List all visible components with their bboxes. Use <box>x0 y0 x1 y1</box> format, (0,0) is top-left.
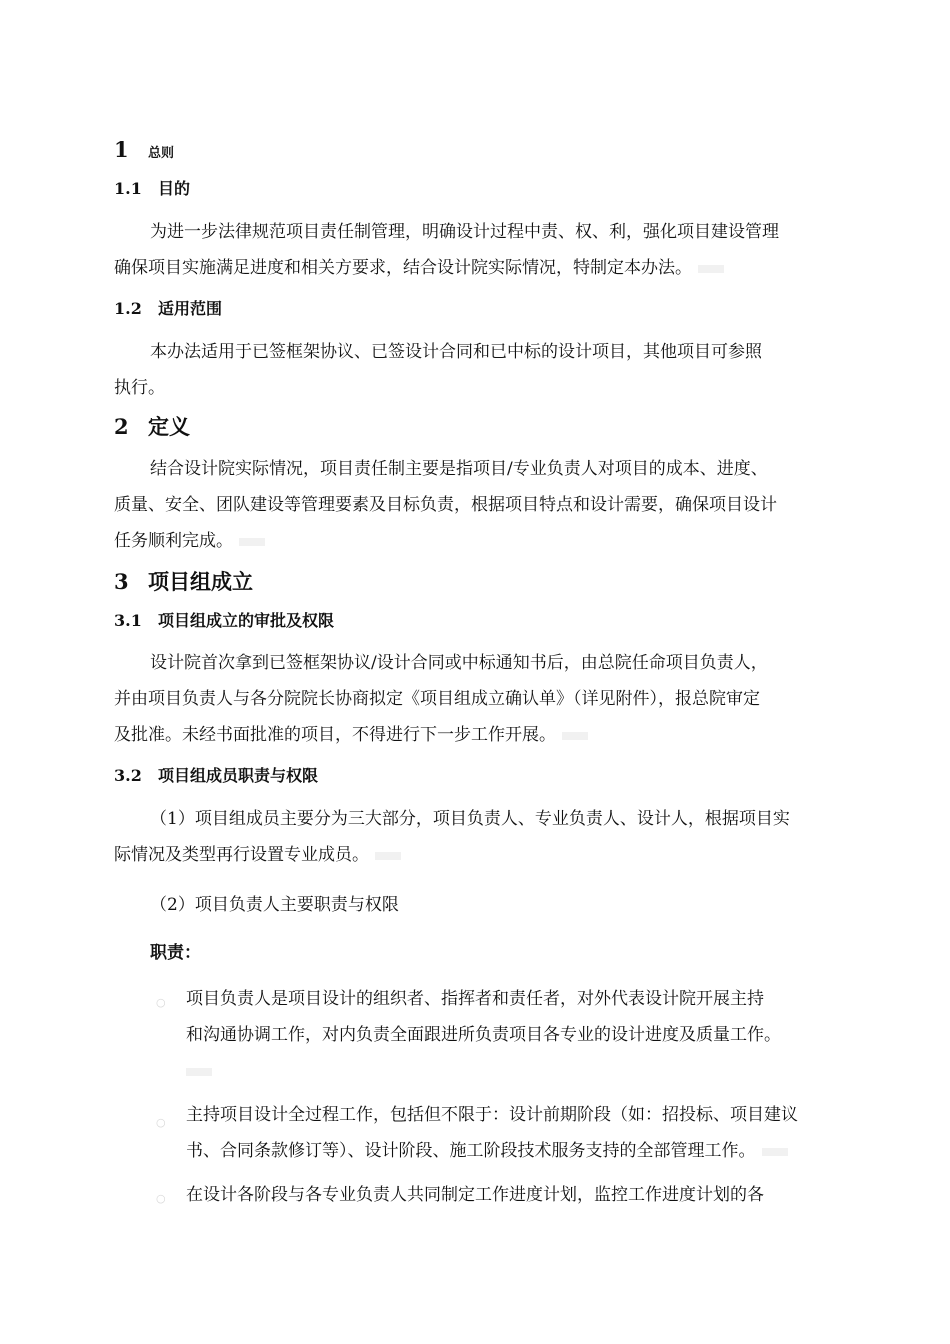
heading-number: 3.2 <box>114 766 142 785</box>
text-line: 本办法适用于已签框架协议、已签设计合同和已中标的设计项目，其他项目可参照 <box>150 342 762 362</box>
text-line: 项目负责人是项目设计的组织者、指挥者和责任者，对外代表设计院开展主持 <box>186 989 764 1009</box>
heading-1-2 <box>114 296 222 319</box>
heading-title: 项目组成立的审批及权限 <box>158 611 335 630</box>
text-line: 执行。 <box>114 378 165 398</box>
text-line: 结合设计院实际情况，项目责任制主要是指项目/专业负责人对项目的成本、进度、 <box>150 459 768 479</box>
text-line: 在设计各阶段与各专业负责人共同制定工作进度计划，监控工作进度计划的各 <box>186 1185 764 1205</box>
heading-2 <box>114 411 190 441</box>
paragraph-scope <box>114 334 840 406</box>
text-line <box>186 1053 856 1089</box>
list-item <box>186 1177 856 1213</box>
heading-title: 总则 <box>148 146 175 161</box>
bullet-icon: ○ <box>156 996 166 1009</box>
heading-number: 3 <box>114 569 129 594</box>
margin-mark <box>762 1148 788 1156</box>
paragraph-purpose <box>114 214 840 286</box>
margin-mark <box>186 1068 212 1076</box>
heading-title: 定义 <box>148 414 190 439</box>
heading-1-1 <box>114 176 190 199</box>
heading-number: 2 <box>114 414 129 439</box>
margin-mark <box>562 732 588 740</box>
text-line: 为进一步法律规范项目责任制管理，明确设计过程中责、权、利，强化项目建设管理 <box>150 222 779 242</box>
heading-number: 1.1 <box>114 179 142 198</box>
heading-3-1 <box>114 608 334 631</box>
text-line: 质量、安全、团队建设等管理要素及目标负责，根据项目特点和设计需要，确保项目设计 <box>114 495 777 515</box>
list-item <box>186 1097 856 1169</box>
text-line: 并由项目负责人与各分院院长协商拟定《项目组成立确认单》（详见附件），报总院审定 <box>114 689 760 709</box>
heading-title: 项目组成立 <box>148 569 253 594</box>
text-line: 设计院首次拿到已签框架协议/设计合同或中标通知书后，由总院任命项目负责人， <box>150 653 768 673</box>
paragraph-members <box>114 801 840 873</box>
heading-number: 1.2 <box>114 299 142 318</box>
bullet-icon: ○ <box>156 1116 166 1129</box>
duty-label: 职责： <box>150 943 201 963</box>
heading-1 <box>114 137 174 162</box>
paragraph-pm-duties-title: （2）项目负责人主要职责与权限 <box>150 895 399 915</box>
heading-title: 目的 <box>158 179 191 198</box>
text-line: 和沟通协调工作，对内负责全面跟进所负责项目各专业的设计进度及质量工作。 <box>186 1025 781 1045</box>
margin-mark <box>239 538 265 546</box>
bullet-icon: ○ <box>156 1192 166 1205</box>
heading-number: 3.1 <box>114 611 142 630</box>
text-line: 际情况及类型再行设置专业成员。 <box>114 837 840 873</box>
heading-3-2 <box>114 763 318 786</box>
heading-title: 项目组成员职责与权限 <box>158 766 319 785</box>
paragraph-definition <box>114 451 840 559</box>
list-item <box>186 981 856 1089</box>
paragraph-approval <box>114 645 840 753</box>
margin-mark <box>375 852 401 860</box>
text-line: 确保项目实施满足进度和相关方要求，结合设计院实际情况，特制定本办法。 <box>114 250 840 286</box>
heading-title: 适用范围 <box>158 299 223 318</box>
text-line: 任务顺利完成。 <box>114 523 840 559</box>
margin-mark <box>698 265 724 273</box>
text-line: 及批准。未经书面批准的项目，不得进行下一步工作开展。 <box>114 717 840 753</box>
heading-3 <box>114 566 253 596</box>
text-line: 书、合同条款修订等）、设计阶段、施工阶段技术服务支持的全部管理工作。 <box>186 1133 856 1169</box>
text-line: （1）项目组成员主要分为三大部分，项目负责人、专业负责人、设计人，根据项目实 <box>150 809 790 829</box>
heading-number: 1 <box>114 137 129 162</box>
text-line: 主持项目设计全过程工作，包括但不限于：设计前期阶段（如：招投标、项目建议 <box>186 1105 798 1125</box>
